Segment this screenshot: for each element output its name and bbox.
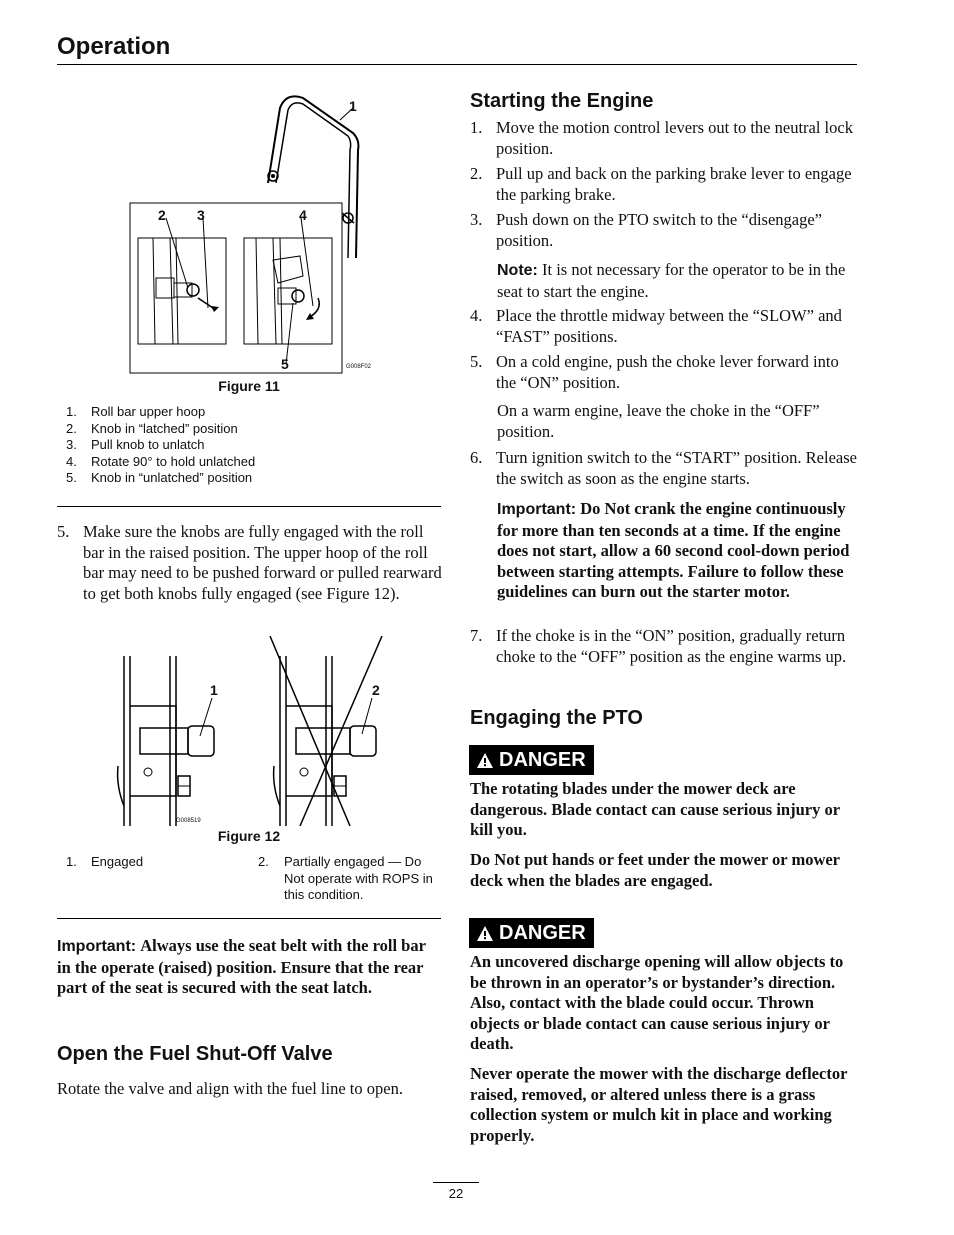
figure-code: G008F02 (346, 364, 372, 370)
callout-4: 4 (299, 207, 307, 223)
knob-engagement-drawing (110, 636, 410, 826)
callout-1: 1 (210, 682, 218, 698)
step-item: 6. Turn ignition switch to the “START” position. Release the switch as soon as the engine starts. (470, 448, 857, 488)
danger-banner (469, 745, 594, 775)
warm-engine-text: On a warm engine, leave the choke in the “OFF” position. (497, 401, 820, 441)
danger-paragraph: Do Not put hands or feet under the mower or mower deck when the blades are engaged. (470, 850, 840, 890)
danger-paragraph: The rotating blades under the mower deck are dangerous. Blade contact can cause serious injury or kill you. (470, 779, 840, 839)
figure-11-illustration (128, 88, 378, 378)
header-rule (57, 64, 857, 65)
callout-1: 1 (349, 98, 357, 114)
section-title-pto: Engaging the PTO (470, 707, 643, 729)
step-item: 7. If the choke is in the “ON” position, gradually return choke to the “OFF” position as the engine warms up. (470, 626, 847, 666)
legend-item: 1. Engaged (66, 854, 144, 869)
step-item: 1. Move the motion control levers out to the neutral lock position. (470, 118, 853, 158)
section-title-starting: Starting the Engine (470, 90, 654, 112)
danger-banner (469, 918, 594, 948)
section-title-fuel: Open the Fuel Shut-Off Valve (57, 1043, 333, 1065)
legend-item: 4. Rotate 90° to hold unlatched (66, 453, 256, 469)
important-text: Do Not crank the engine continuously for more than ten seconds at a time. If the engine does not start, allow a 60 second cool-down period between starting attempts. Failure to follow these guidelines can burn out the starter motor. (497, 499, 850, 601)
step-item: 5. Make sure the knobs are fully engaged with the roll bar in the raised position. The upper hoop of the roll bar may need to be pushed forward or pulled rearward to get both knobs fully engaged (see Figure 12). (57, 522, 442, 603)
step-item: 4. Place the throttle midway between the “SLOW” and “FAST” positions. (470, 306, 842, 346)
page-number: 22 (448, 1186, 464, 1201)
fuel-instruction: Rotate the valve and align with the fuel line to open. (57, 1079, 403, 1098)
figure-12-illustration (110, 636, 410, 826)
legend-item: 2. Partially engaged — Do Not operate with ROPS in this condition. (258, 854, 433, 902)
figure-11-caption: Figure 11 (218, 378, 280, 394)
note-label: Note: (497, 262, 538, 279)
figure-12-caption: Figure 12 (217, 828, 281, 844)
legend-item: 5. Knob in “unlatched” position (66, 470, 253, 485)
danger-label: DANGER (499, 922, 586, 944)
footer-rule (433, 1182, 479, 1183)
important-notice (57, 936, 442, 999)
note (497, 260, 857, 302)
note-text: It is not necessary for the operator to be in the seat to start the engine. (497, 260, 846, 301)
step-item: 3. Push down on the PTO switch to the “disengage” position. (470, 210, 822, 250)
divider (57, 506, 441, 507)
legend-item: 3. Pull knob to unlatch (66, 437, 205, 452)
step-item: 2. Pull up and back on the parking brake lever to engage the parking brake. (470, 164, 852, 204)
danger-paragraph: An uncovered discharge opening will allow objects to be thrown in an operator’s or bystander’s direction. Also, contact with the blade could occur. Thrown objects or blade contact can cause serious injury or death. (470, 952, 844, 1053)
warning-triangle-icon (477, 753, 493, 768)
important-text: Always use the seat belt with the roll bar in the operate (raised) position. Ensure that the rear part of the seat is secured with the seat latch. (57, 936, 426, 997)
warning-triangle-icon (477, 926, 493, 941)
callout-2: 2 (372, 682, 380, 698)
important-notice (497, 499, 857, 603)
legend-item: 1. Roll bar upper hoop (66, 404, 206, 419)
divider (57, 918, 441, 919)
legend-item: 2. Knob in “latched” position (66, 420, 238, 436)
figure-11-legend (57, 404, 441, 487)
callout-3: 3 (197, 207, 205, 223)
important-label: Important: (57, 938, 137, 955)
step-item: 5. On a cold engine, push the choke lever forward into the “ON” position. (470, 352, 839, 392)
figure-code: G008519 (176, 818, 201, 824)
important-label: Important: (497, 501, 577, 518)
danger-label: DANGER (499, 749, 586, 771)
callout-5: 5 (281, 356, 289, 372)
callout-2: 2 (158, 207, 166, 223)
roll-bar-latch-drawing (128, 88, 378, 378)
page-title: Operation (57, 33, 171, 60)
danger-paragraph: Never operate the mower with the discharge deflector raised, removed, or altered unless there is a grass collection system or mulch kit in place and working properly. (470, 1064, 848, 1145)
